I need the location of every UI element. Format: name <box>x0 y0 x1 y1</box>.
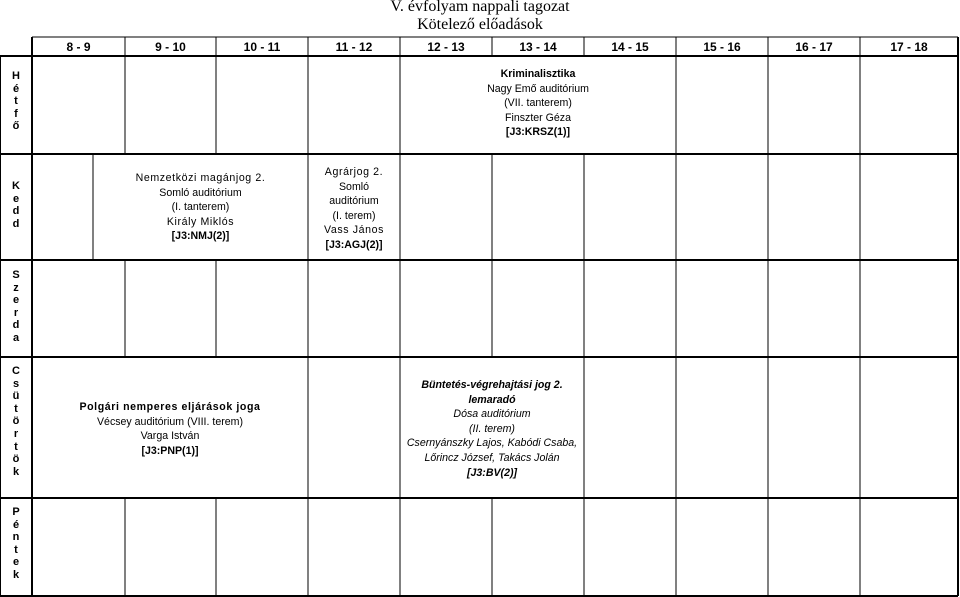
class-name: Agrárjog 2. <box>324 166 384 178</box>
class-room-detail: (I. terem) <box>332 209 376 222</box>
day-letter: S <box>12 269 20 281</box>
class-agrarjog <box>308 165 400 253</box>
day-letter: t <box>14 543 18 556</box>
day-letter: t <box>14 95 18 108</box>
day-label-thursday <box>0 365 32 478</box>
class-room-detail: (VII. tanterem) <box>504 97 572 110</box>
title-line-2: Kötelező előadások <box>417 16 543 33</box>
time-slot-header: 13 - 14 <box>519 40 557 54</box>
day-letter: z <box>13 281 19 294</box>
class-lecturer: Csernyánszky Lajos, Kabódi Csaba, <box>406 437 578 450</box>
day-letter: é <box>12 82 20 95</box>
class-polgari-nemperes <box>32 400 308 458</box>
class-name: Polgári nemperes eljárások joga <box>79 401 261 413</box>
time-slot-header: 10 - 11 <box>243 40 281 54</box>
day-letter: d <box>12 319 20 332</box>
day-letter: ö <box>12 415 20 428</box>
day-letter: r <box>13 306 19 319</box>
day-label-friday <box>0 506 32 582</box>
class-name: Kriminalisztika <box>500 68 576 80</box>
day-letter: t <box>14 402 18 415</box>
time-slot-header: 8 - 9 <box>66 40 91 54</box>
day-letter: f <box>14 107 18 120</box>
day-letter: ö <box>12 453 20 466</box>
class-name: Nemzetközi magánjog 2. <box>135 172 266 184</box>
class-lecturer: Varga István <box>140 430 200 443</box>
class-lecturer: Vass János <box>324 224 384 237</box>
class-room: Somló <box>338 180 370 193</box>
class-code: [J3:PNP(1)] <box>141 444 199 457</box>
day-letter: k <box>12 568 20 581</box>
time-slot-header: 9 - 10 <box>155 40 186 54</box>
time-slot-header: 12 - 13 <box>427 40 465 54</box>
day-letter: K <box>12 180 20 192</box>
day-letter: é <box>12 518 20 531</box>
day-letter: n <box>12 531 20 544</box>
day-letter: k <box>12 465 20 478</box>
class-code: [J3:BV(2)] <box>466 466 518 479</box>
day-label-tuesday <box>0 180 32 230</box>
day-letter: e <box>12 294 20 307</box>
day-label-wednesday <box>0 269 32 345</box>
class-kriminalisztika <box>400 67 676 140</box>
class-room: Vécsey auditórium (VIII. terem) <box>96 415 243 428</box>
class-lecturer: Király Miklós <box>166 215 235 228</box>
time-slot-header: 16 - 17 <box>795 40 833 54</box>
class-room: auditórium <box>329 195 379 208</box>
class-nemzetkozi-maganjog <box>93 171 308 244</box>
day-letter: P <box>12 506 20 518</box>
class-room-detail: (II. terem) <box>469 422 515 435</box>
day-letter: ő <box>12 120 20 133</box>
day-letter: e <box>12 192 20 205</box>
title-line-1: V. évfolyam nappali tagozat <box>390 0 570 15</box>
class-code: [J3:NMJ(2)] <box>171 230 230 243</box>
day-letter: C <box>12 365 20 377</box>
class-buntetes-vegrehajtasi <box>400 378 584 480</box>
day-letter: a <box>12 331 20 344</box>
time-slot-header: 17 - 18 <box>890 40 928 54</box>
class-name: Büntetés-végrehajtási jog 2. <box>421 379 563 391</box>
class-status: lemaradó <box>468 393 516 406</box>
day-letter: r <box>13 427 19 440</box>
day-letter: s <box>12 377 20 390</box>
class-room: Somló auditórium <box>159 186 242 199</box>
day-letter: d <box>12 217 20 230</box>
day-letter: H <box>12 70 20 82</box>
day-letter: d <box>12 205 20 218</box>
class-room-detail: (I. tanterem) <box>171 201 230 214</box>
class-lecturer: Lőrincz József, Takács Jolán <box>424 451 560 464</box>
time-slot-header: 11 - 12 <box>335 40 373 54</box>
time-slot-header: 15 - 16 <box>703 40 741 54</box>
day-letter: t <box>14 440 18 453</box>
class-room: Dósa auditórium <box>453 408 531 421</box>
day-letter: e <box>12 556 20 569</box>
class-lecturer: Finszter Géza <box>505 111 571 124</box>
time-slot-header: 14 - 15 <box>611 40 649 54</box>
day-letter: ü <box>12 390 20 403</box>
class-code: [J3:KRSZ(1)] <box>505 126 571 139</box>
class-room: Nagy Emő auditórium <box>487 82 589 95</box>
class-code: [J3:AGJ(2)] <box>325 238 383 251</box>
day-label-monday <box>0 70 32 133</box>
